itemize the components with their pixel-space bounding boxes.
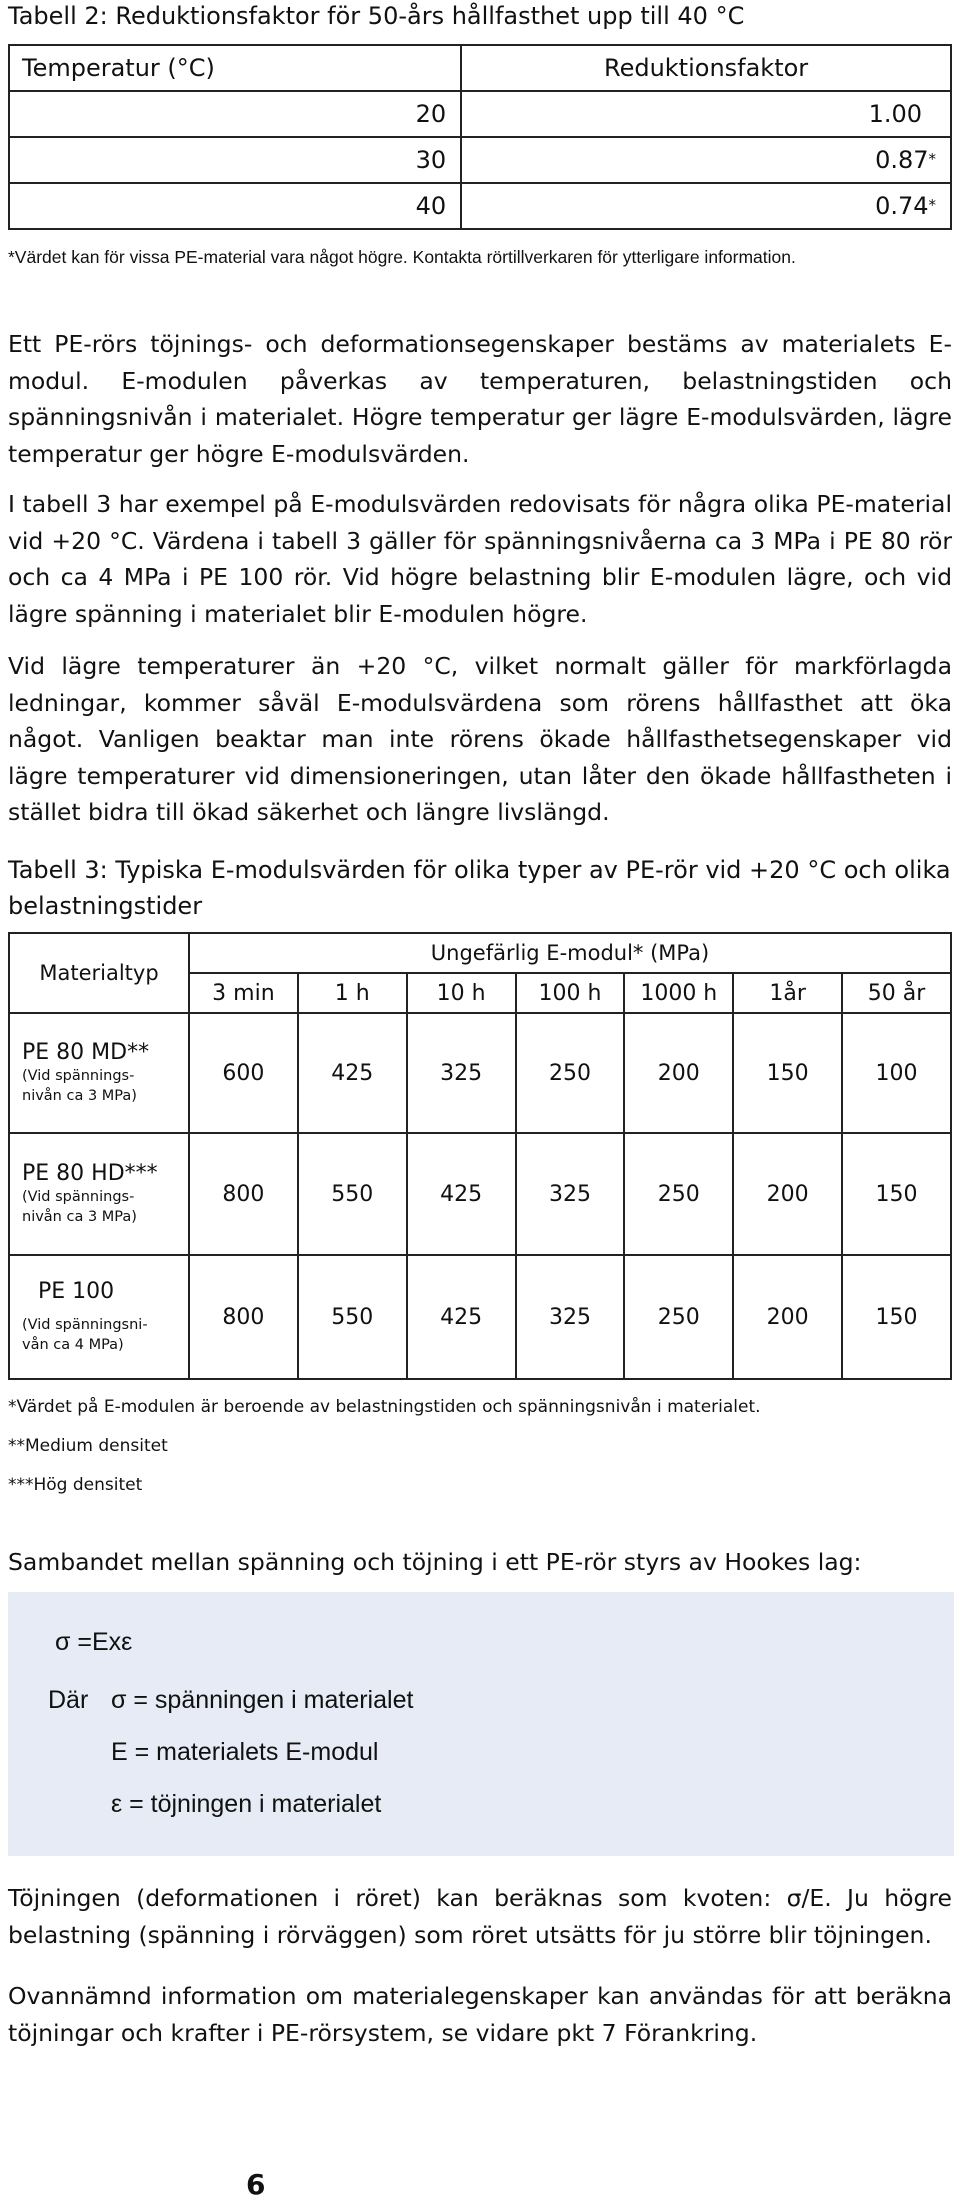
value-cell: 250 <box>624 1133 733 1255</box>
value-cell: 100 <box>842 1013 951 1133</box>
material-note-line: (Vid spännings- <box>22 1067 135 1084</box>
paragraph-low-temperature: Vid lägre temperaturer än +20 °C, vilket normalt gäller för markförlagda ledningar, kommer såväl E-modulsvärdena som rörens hållfasthet att öka något. Vanligen beaktar man inte rörens ökade hållfasthetsegenskaper vid lägre temperaturer vid dimensioneringen, utan låter den ökade hållfastheten i stället bidra till ökad säkerhet och längre livslängd. <box>8 652 952 826</box>
table3-title: Tabell 3: Typiska E-modulsvärden för olika typer av PE-rör vid +20 °C och olika belastningstider <box>8 856 951 920</box>
material-note-line: vån ca 4 MPa) <box>22 1336 124 1353</box>
factor-value: 0.74 <box>875 192 929 220</box>
material-note-line: (Vid spänningsni- <box>22 1316 148 1333</box>
paragraph-table3-intro: I tabell 3 har exempel på E-modulsvärden redovisats för några olika PE-material vid +20 °C. Värdena i tabell 3 gäller för spänningsnivåerna ca 3 MPa i PE 80 rör och ca 4 MPa i PE 100 rör. Vid högre belastning blir E-modulen lägre, och vid lägre spänning i materialet blir E-modulen högre. <box>8 490 952 628</box>
table3-footnote: *Värdet på E-modulen är beroende av belastningstiden och spänningsnivån i materialet. <box>8 1397 761 1417</box>
column-header-factor: Reduktionsfaktor <box>461 45 951 91</box>
factor-value: 1.00 <box>868 100 922 128</box>
value-cell: 325 <box>407 1013 516 1133</box>
value-cell: 325 <box>516 1255 625 1379</box>
value-cell: 800 <box>189 1133 298 1255</box>
value-cell: 425 <box>407 1255 516 1379</box>
value-cell: 150 <box>842 1255 951 1379</box>
value-cell: 600 <box>189 1013 298 1133</box>
reduction-factor-table <box>8 44 952 230</box>
time-header: 50 år <box>842 973 951 1013</box>
material-note-line: (Vid spännings- <box>22 1188 135 1205</box>
material-note-line: nivån ca 3 MPa) <box>22 1208 137 1225</box>
value-cell: 550 <box>298 1255 407 1379</box>
table-row <box>9 91 951 137</box>
formula-box <box>8 1592 954 1856</box>
material-name: PE 100 <box>38 1279 115 1305</box>
column-header-material: Materialtyp <box>9 933 189 1013</box>
emodulus-table <box>8 932 952 1380</box>
table-header-row <box>9 45 951 91</box>
temperature-cell: 40 <box>9 183 461 229</box>
material-note-line: nivån ca 3 MPa) <box>22 1087 137 1104</box>
paragraph-usage: Ovannämnd information om materialegenskaper kan användas för att beräkna töjningar och krafter i PE-rörsystem, se vidare pkt 7 Förankring. <box>8 1982 952 2047</box>
value-cell: 425 <box>298 1013 407 1133</box>
column-header-emodulus: Ungefärlig E-modul* (MPa) <box>189 933 951 973</box>
table-row <box>9 1255 951 1379</box>
factor-cell <box>461 183 951 229</box>
material-name: PE 80 HD*** <box>22 1161 158 1187</box>
table2-footnote: *Värdet kan för vissa PE-material vara något högre. Kontakta rörtillverkaren för ytterligare information. <box>8 247 796 267</box>
material-cell <box>9 1133 189 1255</box>
value-cell: 250 <box>624 1255 733 1379</box>
hooke-intro: Sambandet mellan spänning och töjning i ett PE-rör styrs av Hookes lag: <box>8 1548 862 1576</box>
value-cell: 150 <box>842 1133 951 1255</box>
value-cell: 200 <box>733 1133 842 1255</box>
value-cell: 200 <box>624 1013 733 1133</box>
table3-footnote: ***Hög densitet <box>8 1475 143 1495</box>
column-header-temperature: Temperatur (°C) <box>9 45 461 91</box>
definition-sigma: σ = spänningen i materialet <box>111 1686 414 1714</box>
footnote-marker: * <box>928 196 936 214</box>
value-cell: 800 <box>189 1255 298 1379</box>
definition-e: E = materialets E-modul <box>111 1738 379 1766</box>
paragraph-strain: Töjningen (deformationen i röret) kan beräknas som kvoten: σ/E. Ju högre belastning (spänning i rörväggen) som röret utsätts för ju större blir töjningen. <box>8 1884 952 1949</box>
table-row <box>9 183 951 229</box>
time-header: 1 h <box>298 973 407 1013</box>
page-number: 6 <box>246 2168 266 2201</box>
time-header: 1år <box>733 973 842 1013</box>
time-header: 100 h <box>516 973 625 1013</box>
material-cell <box>9 1255 189 1379</box>
material-name: PE 80 MD** <box>22 1040 150 1066</box>
value-cell: 325 <box>516 1133 625 1255</box>
value-cell: 200 <box>733 1255 842 1379</box>
temperature-cell: 30 <box>9 137 461 183</box>
where-label: Där <box>48 1686 89 1714</box>
table2-title: Tabell 2: Reduktionsfaktor för 50-års hållfasthet upp till 40 °C <box>8 2 745 30</box>
table-header-row <box>9 933 951 973</box>
time-header: 10 h <box>407 973 516 1013</box>
hooke-equation: σ =Exε <box>55 1628 133 1656</box>
table-row <box>9 137 951 183</box>
value-cell: 550 <box>298 1133 407 1255</box>
definition-epsilon: ε = töjningen i materialet <box>111 1790 382 1818</box>
material-cell <box>9 1013 189 1133</box>
table-row <box>9 1013 951 1133</box>
time-header: 1000 h <box>624 973 733 1013</box>
value-cell: 150 <box>733 1013 842 1133</box>
time-header: 3 min <box>189 973 298 1013</box>
table-row <box>9 1133 951 1255</box>
factor-cell <box>461 91 951 137</box>
footnote-marker: * <box>928 150 936 168</box>
value-cell: 250 <box>516 1013 625 1133</box>
factor-cell <box>461 137 951 183</box>
value-cell: 425 <box>407 1133 516 1255</box>
paragraph-emodulus: Ett PE-rörs töjnings- och deformationsegenskaper bestäms av materialets E-modul. E-modulen påverkas av temperaturen, belastningstiden och spänningsnivån i materialet. Högre temperatur ger lägre E-modulsvärden, lägre temperatur ger högre E-modulsvärden. <box>8 330 952 468</box>
table3-footnote: **Medium densitet <box>8 1436 168 1456</box>
temperature-cell: 20 <box>9 91 461 137</box>
factor-value: 0.87 <box>875 146 929 174</box>
